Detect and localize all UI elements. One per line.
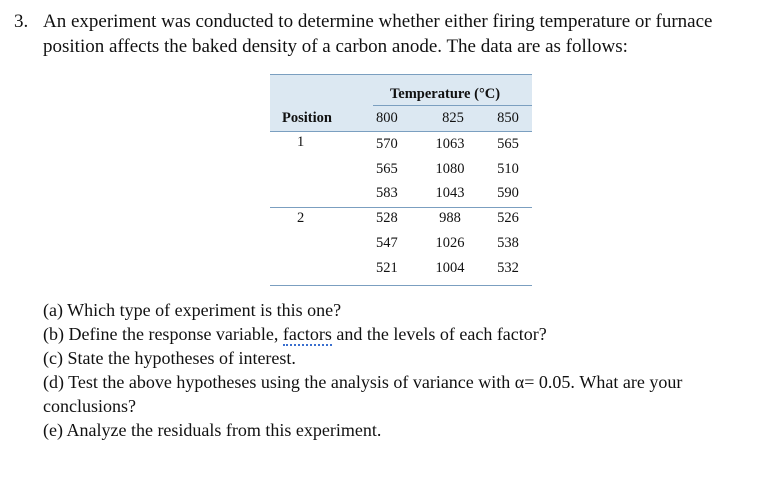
temp-col-800: 800 [376, 110, 398, 126]
table-cell: 570 [376, 136, 398, 152]
question-b-factors: factors [282, 324, 332, 344]
position-2-label: 2 [297, 210, 305, 226]
table-cell: 547 [376, 235, 398, 251]
table-cell: 583 [376, 185, 398, 201]
temperature-header: Temperature (°C) [389, 86, 501, 102]
question-e: (e) Analyze the residuals from this experiment. [43, 420, 382, 440]
questions-list [43, 298, 763, 442]
question-b-start: (b) Define the response variable, [43, 324, 283, 344]
table-cell: 1080 [435, 161, 465, 177]
problem-number: 3. [14, 11, 29, 32]
table-cell: 510 [497, 161, 519, 177]
table-cell: 526 [497, 210, 519, 226]
question-b-end: and the levels of each factor? [331, 324, 547, 344]
temp-col-825: 825 [442, 110, 464, 126]
question-c: (c) State the hypotheses of interest. [43, 348, 296, 368]
position-header: Position [282, 110, 332, 126]
problem-text-line-2: position affects the baked density of a carbon anode. The data are as follows: [43, 36, 628, 57]
table-cell: 532 [497, 260, 519, 276]
question-b [43, 322, 763, 346]
temp-col-850: 850 [497, 110, 519, 126]
question-a: (a) Which type of experiment is this one? [43, 300, 342, 320]
table-cell: 521 [376, 260, 398, 276]
table-cell: 538 [497, 235, 519, 251]
temperature-subrule [373, 105, 532, 106]
table-bottom-rule [270, 285, 532, 286]
question-d: (d) Test the above hypotheses using the analysis of variance with α= 0.05. What are your conclusions? [43, 372, 683, 416]
table-cell: 590 [497, 185, 519, 201]
data-table [270, 74, 532, 286]
table-cell: 565 [376, 161, 398, 177]
problem-text-line-1: An experiment was conducted to determine whether either firing temperature or furnace [43, 11, 713, 32]
position-1-label: 1 [297, 134, 305, 150]
header-bottom-rule [270, 131, 532, 132]
table-cell: 1004 [435, 260, 465, 276]
table-cell: 1063 [435, 136, 465, 152]
table-cell: 528 [376, 210, 398, 226]
table-top-rule [270, 74, 532, 75]
table-cell: 1043 [435, 185, 465, 201]
table-cell: 565 [497, 136, 519, 152]
table-cell: 988 [439, 210, 461, 226]
table-cell: 1026 [435, 235, 465, 251]
group-separator-rule [270, 207, 532, 208]
